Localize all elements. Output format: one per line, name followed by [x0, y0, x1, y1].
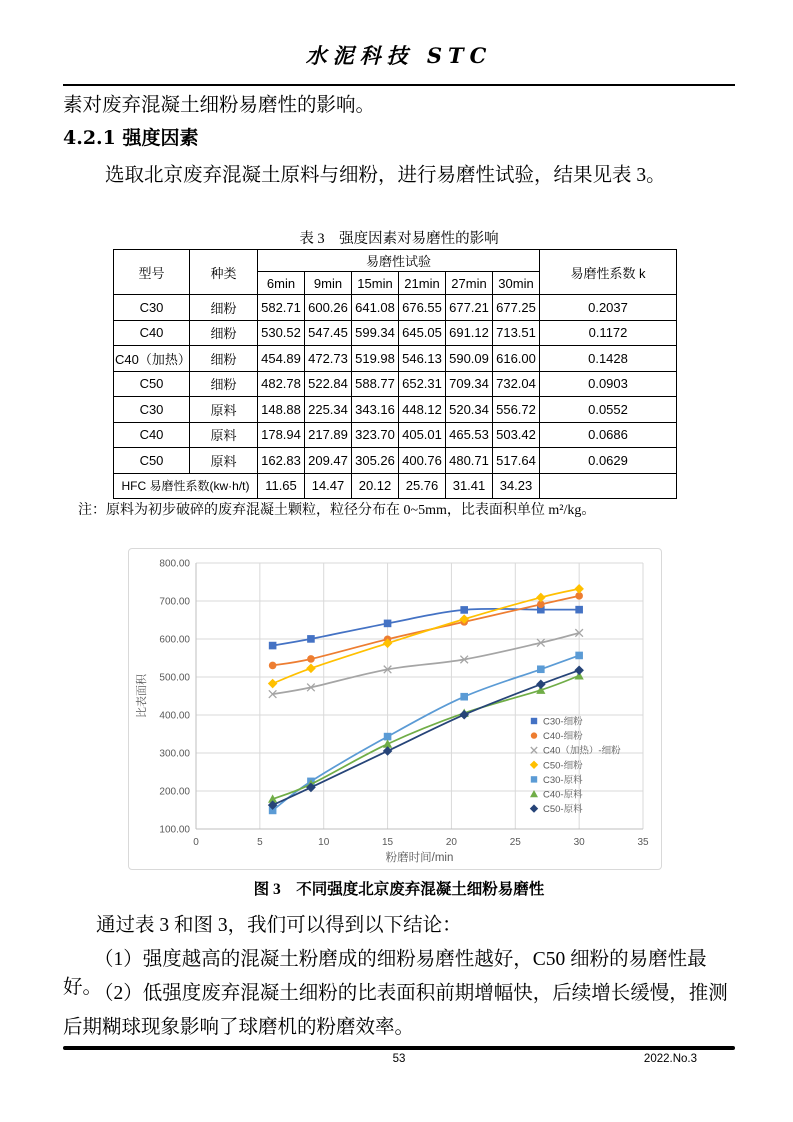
header-cell-test-group: 易磨性试验: [258, 250, 540, 272]
cell-value: 709.34: [446, 371, 493, 397]
legend-label: C40-细粉: [543, 731, 583, 743]
cell-model: C50: [114, 371, 190, 397]
cell-value: 520.34: [446, 397, 493, 423]
header-cell-time: 30min: [493, 272, 540, 295]
legend-item: [530, 789, 583, 801]
marker-diamond: [268, 679, 278, 689]
cell-hfc-label: HFC 易磨性系数(kw·h/t): [114, 473, 258, 499]
header-cell-k: 易磨性系数 k: [540, 250, 677, 295]
cell-value: 600.26: [305, 295, 352, 321]
cell-kind: 细粉: [190, 346, 258, 372]
x-tick-label: 35: [637, 837, 649, 848]
x-tick-label: 30: [573, 837, 585, 848]
marker-square: [384, 620, 392, 628]
header-cell-time: 27min: [446, 272, 493, 295]
header-cell-kind: 种类: [190, 250, 258, 295]
marker-square: [531, 718, 537, 724]
chart-series: [268, 584, 584, 688]
cell-model: C30: [114, 295, 190, 321]
series-line: [273, 589, 580, 684]
cell-value: 522.84: [305, 371, 352, 397]
cell-value: 454.89: [258, 346, 305, 372]
cell-value: 148.88: [258, 397, 305, 423]
cell-value: 209.47: [305, 448, 352, 474]
cell-value: 588.77: [352, 371, 399, 397]
cell-k: 0.0629: [540, 448, 677, 474]
table-row: [114, 448, 677, 474]
section-intro: 选取北京废弃混凝土原料与细粉，进行易磨性试验，结果见表 3。: [105, 165, 666, 186]
footer-text: [63, 1053, 735, 1071]
legend-label: C40-原料: [543, 789, 583, 801]
footer-divider: [63, 1046, 735, 1050]
marker-square: [575, 652, 583, 660]
cell-value: 676.55: [399, 295, 446, 321]
x-tick-label: 25: [509, 837, 521, 848]
cell-kind: 原料: [190, 397, 258, 423]
marker-square: [537, 665, 545, 673]
cell-value: 519.98: [352, 346, 399, 372]
journal-title: 水泥科技 STC: [305, 43, 493, 68]
figure-chart: [128, 548, 662, 870]
table-row: [114, 295, 677, 321]
table-row: [114, 397, 677, 423]
table-header-row: [114, 250, 677, 272]
cell-value: 691.12: [446, 320, 493, 346]
cell-value: 34.23: [493, 473, 540, 499]
conclusion-lead: 通过表 3 和图 3，我们可以得到以下结论：: [96, 915, 462, 936]
legend-label: C50-原料: [543, 804, 583, 816]
legend-item: [531, 774, 583, 786]
section-heading: 4.2.1 强度因素: [63, 127, 199, 149]
cell-kind: 细粉: [190, 295, 258, 321]
marker-square: [460, 693, 468, 701]
table-title: 表 3 强度因素对易磨性的影响: [299, 231, 499, 247]
y-tick-label: 500.00: [159, 672, 190, 684]
header-cell-model: 型号: [114, 250, 190, 295]
marker-square: [307, 635, 315, 643]
table-footer-row: [114, 473, 677, 499]
marker-diamond: [306, 664, 316, 674]
x-tick-label: 5: [257, 837, 263, 848]
marker-circle: [531, 732, 537, 738]
conclusion-item-2: （2）低强度废弃混凝土细粉的比表面积前期增幅快，后续增长缓慢，推测后期糊球现象影响了球磨机的粉磨效率。: [63, 983, 728, 1038]
table-row: [114, 371, 677, 397]
cell-k: 0.1428: [540, 346, 677, 372]
cell-value: 641.08: [352, 295, 399, 321]
cell-value: 556.72: [493, 397, 540, 423]
cell-value: 616.00: [493, 346, 540, 372]
legend-item: [530, 803, 583, 815]
cell-k: 0.2037: [540, 295, 677, 321]
cell-value: 599.34: [352, 320, 399, 346]
cell-value: 178.94: [258, 422, 305, 448]
marker-diamond: [574, 584, 584, 594]
cell-value: 448.12: [399, 397, 446, 423]
cell-model: C40: [114, 320, 190, 346]
x-axis-title: 粉磨时间/min: [385, 852, 454, 864]
cell-value: 677.25: [493, 295, 540, 321]
marker-circle: [269, 662, 277, 670]
marker-square: [269, 642, 277, 650]
marker-circle: [307, 655, 315, 663]
cell-value: 465.53: [446, 422, 493, 448]
cell-value: 217.89: [305, 422, 352, 448]
series-line: [273, 609, 580, 646]
cell-value: 31.41: [446, 473, 493, 499]
cell-model: C40（加热）: [114, 346, 190, 372]
cell-value: 480.71: [446, 448, 493, 474]
cell-kind: 原料: [190, 422, 258, 448]
figure-caption: 图 3 不同强度北京废弃混凝土细粉易磨性: [253, 881, 545, 898]
header-cell-time: 6min: [258, 272, 305, 295]
cell-k: 0.1172: [540, 320, 677, 346]
cell-kind: 细粉: [190, 371, 258, 397]
marker-diamond: [530, 804, 538, 812]
cell-value: 472.73: [305, 346, 352, 372]
legend-item: [530, 759, 583, 771]
legend-item: [531, 730, 583, 742]
cell-value: 323.70: [352, 422, 399, 448]
marker-square: [460, 606, 468, 614]
grindability-table: [113, 249, 677, 499]
cell-value: 20.12: [352, 473, 399, 499]
header-cell-time: 21min: [399, 272, 446, 295]
cell-value: 343.16: [352, 397, 399, 423]
chart-series: [269, 606, 583, 650]
cell-model: C40: [114, 422, 190, 448]
header-cell-time: 15min: [352, 272, 399, 295]
x-tick-label: 0: [193, 837, 199, 848]
cell-value: 405.01: [399, 422, 446, 448]
marker-square: [384, 733, 392, 741]
page-number: 53: [392, 1053, 406, 1065]
table-note: 注：原料为初步破碎的废弃混凝土颗粒，粒径分布在 0~5mm，比表面积单位 m²/kg。: [78, 503, 596, 518]
cell-value: 645.05: [399, 320, 446, 346]
cell-value: 482.78: [258, 371, 305, 397]
cell-value: 547.45: [305, 320, 352, 346]
grindability-chart: [129, 549, 661, 869]
x-tick-label: 10: [318, 837, 330, 848]
cell-k: 0.0686: [540, 422, 677, 448]
cell-model: C30: [114, 397, 190, 423]
y-tick-label: 200.00: [159, 786, 190, 798]
legend-item: [531, 745, 621, 757]
legend-label: C30-细粉: [543, 716, 583, 728]
x-tick-label: 15: [382, 837, 394, 848]
cell-value: 677.21: [446, 295, 493, 321]
marker-diamond: [536, 680, 546, 690]
cell-k: 0.0903: [540, 371, 677, 397]
legend-item: [531, 716, 583, 728]
legend-label: C50-细粉: [543, 760, 583, 772]
marker-diamond: [574, 665, 584, 675]
x-tick-label: 20: [445, 837, 457, 848]
conclusion-item-1: （1）强度越高的混凝土粉磨成的细粉易磨性越好，C50 细粉的易磨性最好。: [63, 949, 707, 998]
cell-value: 162.83: [258, 448, 305, 474]
cell-k: 0.0552: [540, 397, 677, 423]
table-row: [114, 346, 677, 372]
cell-kind: 原料: [190, 448, 258, 474]
cell-value: 225.34: [305, 397, 352, 423]
cell-value: 582.71: [258, 295, 305, 321]
table-row: [114, 422, 677, 448]
cell-value: 14.47: [305, 473, 352, 499]
cell-value: 25.76: [399, 473, 446, 499]
legend-label: C30-原料: [543, 774, 583, 786]
cell-value: 732.04: [493, 371, 540, 397]
marker-square: [575, 606, 583, 614]
y-tick-label: 400.00: [159, 710, 190, 722]
intro-text: 素对废弃混凝土细粉易磨性的影响。: [63, 95, 376, 116]
cell-value: 530.52: [258, 320, 305, 346]
cell-model: C50: [114, 448, 190, 474]
chart-legend: [530, 716, 621, 816]
cell-kind: 细粉: [190, 320, 258, 346]
y-tick-label: 800.00: [159, 558, 190, 570]
cell-value: 503.42: [493, 422, 540, 448]
cell-value: 400.76: [399, 448, 446, 474]
cell-k: [540, 473, 677, 499]
header-divider: [63, 84, 735, 86]
issue-number: 2022.No.3: [643, 1053, 697, 1065]
page-footer: [63, 1046, 735, 1071]
y-tick-label: 600.00: [159, 634, 190, 646]
cell-value: 305.26: [352, 448, 399, 474]
y-tick-label: 700.00: [159, 596, 190, 608]
cell-value: 517.64: [493, 448, 540, 474]
y-tick-label: 100.00: [159, 824, 190, 836]
cell-value: 713.51: [493, 320, 540, 346]
legend-label: C40（加热）-细粉: [543, 745, 621, 757]
table-row: [114, 320, 677, 346]
marker-diamond: [530, 761, 538, 769]
header-cell-time: 9min: [305, 272, 352, 295]
cell-value: 546.13: [399, 346, 446, 372]
marker-square: [531, 776, 537, 782]
cell-value: 11.65: [258, 473, 305, 499]
y-tick-label: 300.00: [159, 748, 190, 760]
cell-value: 590.09: [446, 346, 493, 372]
series-line: [273, 633, 580, 694]
y-axis-title: 比表面积: [136, 674, 148, 718]
cell-value: 652.31: [399, 371, 446, 397]
